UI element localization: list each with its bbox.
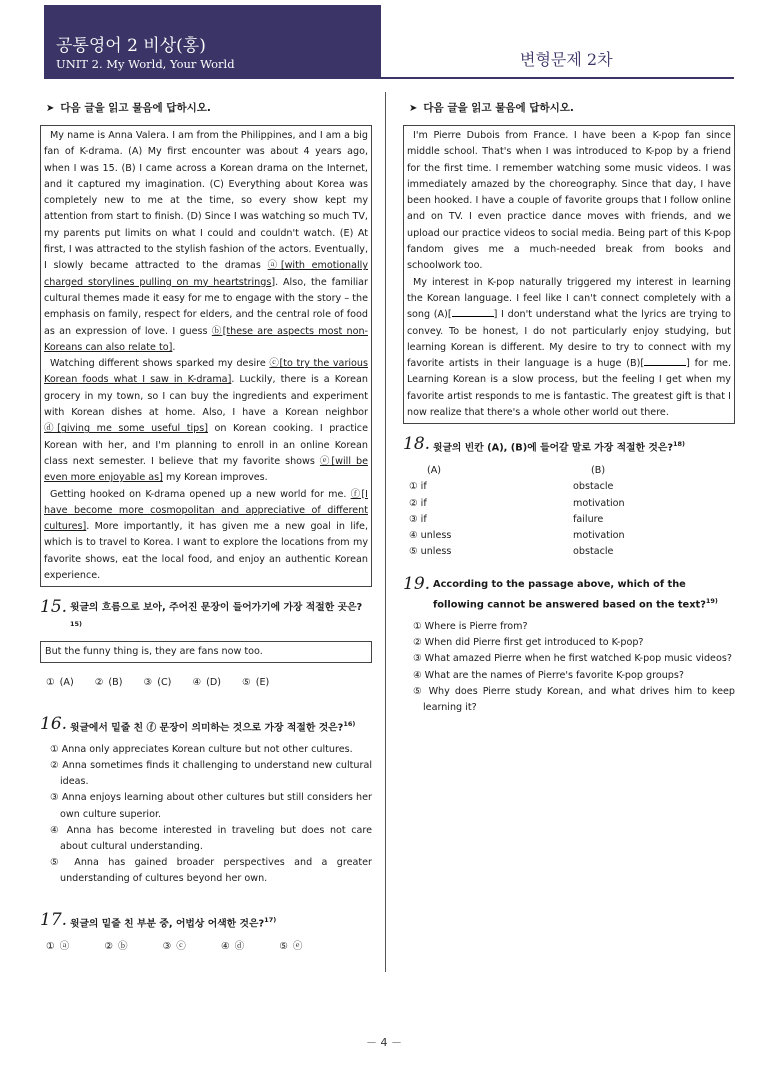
question-text: According to the passage above, which of the following cannot be answered based on the text?$^{19)}$ (433, 578, 718, 610)
page-number: － 4 － (366, 1036, 402, 1049)
choice-4[interactable]: ④ ⓓ (220, 940, 245, 952)
arrow-icon: ➤ (409, 103, 418, 114)
choice-list (46, 677, 372, 688)
question-number: 16. (40, 713, 68, 734)
choice-row[interactable]: ① if obstacle (409, 481, 614, 493)
underline-c: ⓒ[to try the various Korean foods what I saw in K-drama] (44, 358, 368, 386)
choice-row[interactable]: ③ if failure (409, 513, 604, 525)
left-column (40, 100, 372, 952)
question-18 (403, 436, 735, 559)
question-text: 윗글의 밑줄 친 부분 중, 어법상 어색한 것은?$^{17)}$ (70, 915, 277, 929)
choice-5[interactable]: ⑤ Anna has gained broader perspectives and a greater understanding of cultures beyond her own. (50, 857, 372, 885)
choice-table (409, 463, 625, 560)
question-number: 15. (40, 597, 68, 618)
choice-1[interactable]: ① Where is Pierre from? (413, 621, 528, 632)
underline-b: ⓑ[these are aspects most non-Koreans can also relate to] (44, 325, 368, 353)
given-sentence: But the funny thing is, they are fans now too. (40, 641, 372, 663)
underline-d: ⓓ[giving me some useful tips] (44, 423, 208, 435)
choice-3[interactable]: ③ (C) (143, 676, 172, 688)
choice-row[interactable]: ⑤ unless obstacle (409, 546, 614, 558)
passage-anna (40, 125, 372, 587)
question-text: 윗글의 빈칸 (A), (B)에 들어갈 말로 가장 적절한 것은?$^{18)}$ (433, 440, 686, 454)
choice-5[interactable]: ⑤ (E) (242, 676, 270, 688)
choice-3[interactable]: ③ ⓒ (162, 940, 186, 952)
choice-3[interactable]: ③ What amazed Pierre when he first watched K-pop music videos? (413, 653, 732, 665)
question-17 (40, 909, 372, 952)
question-15 (40, 599, 372, 687)
passage-paragraph: My name is Anna Valera. I am from the Philippines, and I am a big fan of K-drama. (A) My first encounter was about 4 years ago, when I was 15. (B) I came across a Korean drama on the Internet, and it captured my imagination. (C) Everything about Korea was completely new to me at the time, so every show kept my attention from start to finish. (D) Since I was watching so much TV, my parents put limits on what I could and couldn't watch. (E) At first, I was attracted to the stylish fashion of the actors. Eventually, I slowly became attracted to the dramas ⓐ[with emotionally charged storylines pulling on my heartstrings]. Also, the familiar cultural themes made it easy for me to engage with the story – the emphasis on family, respect for elders, and the central role of food as an expression of love. I guess ⓑ[these are aspects most non-Koreans can also relate to]. (44, 130, 369, 353)
exam-title: 변형문제 2차 (520, 50, 613, 69)
passage-paragraph: I'm Pierre Dubois from France. I have been a K-pop fan since middle school. That's when I was introduced to K-pop by a friend for the first time. I remember watching some music videos. I was immediately amazed by the choreography. Since that day, I have been hooked. I have a couple of favorite groups that I follow online and on TV. I even practice dance moves with friends, and we upload our practice videos to social media. Being part of this K-pop fandom gives me a much-needed break from books and schoolwork too. (407, 130, 731, 272)
arrow-icon: ➤ (46, 103, 55, 114)
passage-paragraph: Getting hooked on K-drama opened up a new world for me. ⓕ[I have become more cosmopolitan and appreciative of different cultures]. More importantly, it has given me a new goal in life, which is to travel to Korea. I want to explore the locations from my favorite shows, eat the local food, and enjoy an authentic Korean experience. (44, 488, 368, 582)
blank-a (452, 307, 494, 317)
choice-4[interactable]: ④ What are the names of Pierre's favorite K-pop groups? (413, 669, 684, 681)
passage-paragraph: Watching different shows sparked my desire ⓒ[to try the various Korean foods what I saw in K-drama]. Luckily, there is a Korean grocery in my town, so I can buy the ingredients and experiment with Korean dishes at home. Also, I have a Korean neighbor ⓓ[giving me some useful tips] on Korean cooking. I practice Korean with her, and I'm planning to enroll in an online Korean class next semester. I believe that my favorite shows ⓔ[will be even more enjoyable as] my Korean improves. (44, 358, 368, 484)
underline-e: ⓔ[will be even more enjoyable as] (44, 455, 368, 484)
choice-row[interactable]: ④ unless motivation (409, 529, 625, 541)
choice-4[interactable]: ④ Anna has become interested in traveling but does not care about cultural understanding. (50, 824, 372, 853)
choice-4[interactable]: ④ (D) (192, 676, 221, 688)
column-divider (385, 92, 386, 972)
unit-title: UNIT 2. My World, Your World (56, 57, 235, 71)
choice-list (46, 938, 372, 952)
question-16 (40, 713, 372, 888)
instruction-left: ➤ 다음 글을 읽고 물음에 답하시오. (46, 102, 211, 114)
choice-5[interactable]: ⑤ Why does Pierre study Korean, and what drives him to keep learning it? (413, 685, 735, 714)
passage-pierre (403, 125, 735, 424)
underline-f: ⓕ[I have become more cosmopolitan and appreciative of different cultures] (44, 488, 368, 533)
question-number: 17. (40, 909, 68, 930)
underline-a: ⓐ[with emotionally charged storylines pulling on my heartstrings] (44, 260, 369, 288)
choice-5[interactable]: ⑤ ⓔ (279, 940, 303, 952)
choice-3[interactable]: ③ Anna enjoys learning about other cultures but still considers her own culture superior. (50, 792, 372, 820)
right-column (403, 100, 735, 716)
question-number: 18. (403, 434, 431, 455)
choice-2[interactable]: ② When did Pierre first get introduced to K-pop? (413, 637, 644, 649)
question-19 (403, 573, 735, 716)
question-number: 19. (403, 573, 431, 594)
workbook-title: 공통영어 2 비상(홍) (56, 36, 206, 56)
choice-2[interactable]: ② ⓑ (104, 940, 128, 952)
column-header-a: (A) (427, 465, 442, 477)
choice-1[interactable]: ① (A) (46, 676, 74, 688)
header-banner (44, 5, 381, 77)
question-text: 윗글의 흐름으로 보아, 주어진 문장이 들어가기에 가장 적절한 곳은?$^{15)}$ (70, 602, 363, 629)
blank-b (644, 356, 686, 366)
choice-row[interactable]: ② if motivation (409, 497, 625, 509)
instruction-right: ➤ 다음 글을 읽고 물음에 답하시오. (409, 102, 574, 114)
choice-2[interactable]: ② (B) (94, 676, 123, 688)
choice-2[interactable]: ② Anna sometimes finds it challenging to understand new cultural ideas. (50, 760, 372, 788)
question-text: 윗글에서 밑줄 친 ⓕ 문장이 의미하는 것으로 가장 적절한 것은?$^{16)}$ (70, 719, 356, 733)
choice-1[interactable]: ① Anna only appreciates Korean culture but not other cultures. (50, 743, 353, 755)
column-header-b: (B) (591, 465, 606, 477)
header-rule (44, 77, 734, 79)
choice-1[interactable]: ① ⓐ (46, 940, 70, 952)
passage-paragraph: My interest in K-pop naturally triggered my interest in learning the Korean language. I feel like I can't connect completely with a song (A)[ ] I don't understand what the lyrics are trying to convey. To be honest, I do not particularly enjoy studying, but learning Korean is different. My desire to try to connect with my favorite artists in their language is a huge (B)[ ] for me. Learning Korean is a slow process, but the feeling I get when my favorite artist responds to me is fantastic. The greatest gift is that I now realize that there's a whole other world out there. (407, 276, 731, 419)
